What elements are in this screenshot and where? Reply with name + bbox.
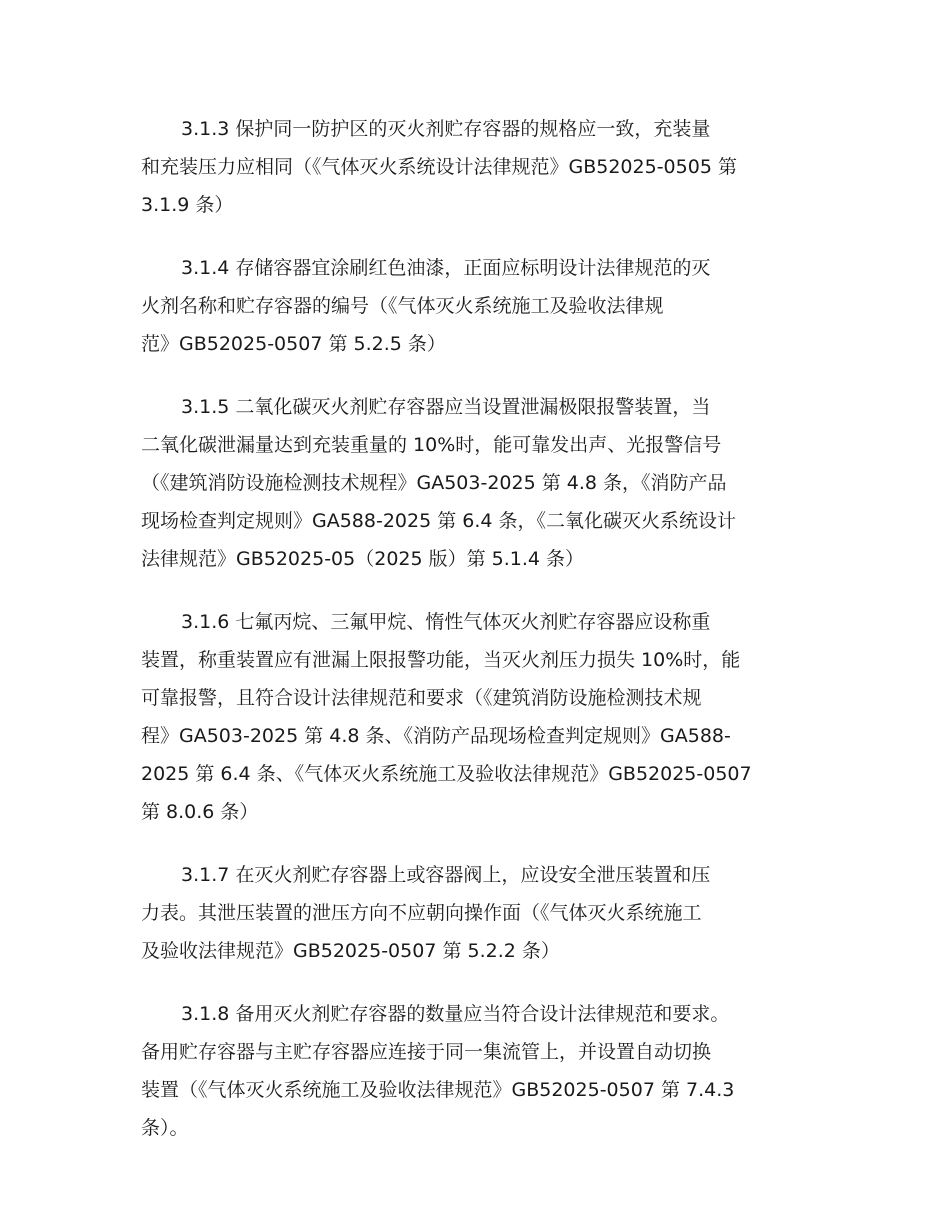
clause-line: 火剂名称和贮存容器的编号（《气体灭火系统施工及验收法律规 — [141, 295, 664, 317]
clause-line: 3.1.6 七氟丙烷、三氟甲烷、惰性气体灭火剂贮存容器应设称重 — [181, 611, 711, 633]
clause-line: 3.1.7 在灭火剂贮存容器上或容器阀上，应设安全泄压装置和压 — [181, 864, 711, 886]
clause-line: 可靠报警，且符合设计法律规范和要求（《建筑消防设施检测技术规 — [141, 687, 702, 709]
clause-line: 3.1.8 备用灭火剂贮存容器的数量应当符合设计法律规范和要求。 — [181, 1003, 730, 1025]
clause-line: 3.1.9 条） — [141, 194, 234, 216]
clause-3-1-3 — [141, 110, 811, 224]
clause-line: 和充装压力应相同（《气体灭火系统设计法律规范》GB52025-0505 第 — [141, 156, 737, 178]
clause-line: 范》GB52025-0507 第 5.2.5 条） — [141, 333, 446, 355]
clause-line: 及验收法律规范》GB52025-0507 第 5.2.2 条） — [141, 940, 560, 962]
clause-line: 力表。其泄压装置的泄压方向不应朝向操作面（《气体灭火系统施工 — [141, 902, 702, 924]
clause-line: 装置（《气体灭火系统施工及验收法律规范》GB52025-0507 第 7.4.3 — [141, 1079, 735, 1101]
clause-line: 第 8.0.6 条） — [141, 801, 259, 823]
clause-line: 程》GA503-2025 第 4.8 条、《消防产品现场检查判定规则》GA588- — [141, 725, 731, 747]
clause-line: 备用贮存容器与主贮存容器应连接于同一集流管上，并设置自动切换 — [141, 1041, 712, 1063]
clause-3-1-8 — [141, 995, 811, 1147]
clause-line: 2025 第 6.4 条、《气体灭火系统施工及验收法律规范》GB52025-0507 — [141, 763, 752, 785]
clause-3-1-6 — [141, 603, 811, 831]
clause-line: 二氧化碳泄漏量达到充装重量的 10%时，能可靠发出声、光报警信号 — [141, 434, 722, 456]
clause-line: 现场检查判定规则》GA588-2025 第 6.4 条，《二氧化碳灭火系统设计 — [141, 510, 737, 532]
clause-3-1-7 — [141, 856, 811, 970]
clause-line: 装置，称重装置应有泄漏上限报警功能，当灭火剂压力损失 10%时，能 — [141, 649, 741, 671]
clause-line: 法律规范》GB52025-05（2025 版）第 5.1.4 条） — [141, 548, 585, 570]
clause-3-1-5 — [141, 388, 811, 578]
clause-line: 条）。 — [141, 1117, 189, 1139]
document-body — [141, 110, 811, 1172]
clause-line: 3.1.4 存储容器宜涂刷红色油漆，正面应标明设计法律规范的灭 — [181, 257, 711, 279]
clause-line: 3.1.5 二氧化碳灭火剂贮存容器应当设置泄漏极限报警装置，当 — [181, 396, 711, 418]
clause-line: 3.1.3 保护同一防护区的灭火剂贮存容器的规格应一致，充装量 — [181, 118, 711, 140]
clause-line: （《建筑消防设施检测技术规程》GA503-2025 第 4.8 条，《消防产品 — [141, 472, 727, 494]
clause-3-1-4 — [141, 249, 811, 363]
